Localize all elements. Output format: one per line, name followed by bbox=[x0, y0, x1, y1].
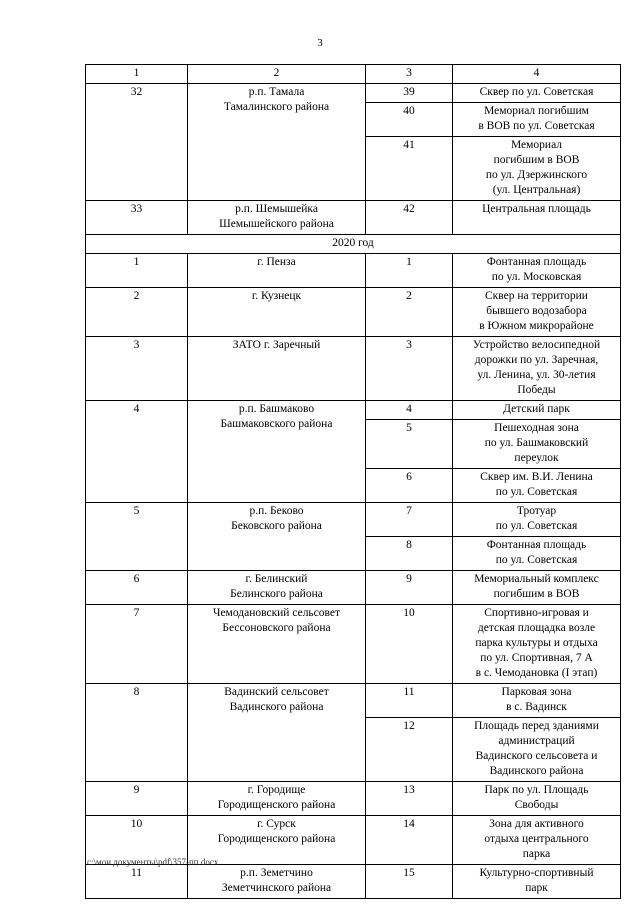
table-row bbox=[86, 782, 621, 816]
object-number: 1 bbox=[366, 254, 453, 288]
object-name-cell: Устройство велосипедной дорожки по ул. Заречная, ул. Ленина, ул. 30-летия Победы bbox=[453, 337, 621, 401]
municipality-cell: Чемодановский сельсовет Бессоновского района bbox=[188, 605, 366, 684]
municipality-cell: г. Кузнецк bbox=[188, 288, 366, 337]
object-name-cell: Сквер на территории бывшего водозабора в Южном микрорайоне bbox=[453, 288, 621, 337]
object-name-cell: Зона для активного отдыха центрального парка bbox=[453, 816, 621, 865]
municipality-cell: г. Белинский Белинского района bbox=[188, 571, 366, 605]
object-name-cell: Парк по ул. Площадь Свободы bbox=[453, 782, 621, 816]
row-number: 2 bbox=[86, 288, 188, 337]
municipality-cell: р.п. Земетчино Земетчинского района bbox=[188, 865, 366, 899]
header-col-1: 1 bbox=[86, 65, 188, 84]
object-number: 9 bbox=[366, 571, 453, 605]
object-name-cell: Мемориал погибшим в ВОВ по ул. Советская bbox=[453, 103, 621, 137]
object-name-cell: Сквер по ул. Советская bbox=[453, 84, 621, 103]
object-number: 15 bbox=[366, 865, 453, 899]
table-row bbox=[86, 201, 621, 235]
municipality-cell: р.п. Беково Бековского района bbox=[188, 503, 366, 571]
object-name-cell: Сквер им. В.И. Ленина по ул. Советская bbox=[453, 469, 621, 503]
table-row bbox=[86, 337, 621, 401]
municipality-cell: р.п. Тамала Тамалинского района bbox=[188, 84, 366, 201]
row-number: 11 bbox=[86, 865, 188, 899]
object-name-cell: Спортивно-игровая и детская площадка возле парка культуры и отдыха по ул. Спортивная, 7 А в с. Чемодановка (I этап) bbox=[453, 605, 621, 684]
row-number: 9 bbox=[86, 782, 188, 816]
footer-file-path: c:\мои документы\pdf\357-пп.docx bbox=[87, 857, 219, 867]
header-col-3: 3 bbox=[366, 65, 453, 84]
row-number: 10 bbox=[86, 816, 188, 865]
header-col-4: 4 bbox=[453, 65, 621, 84]
table-row bbox=[86, 605, 621, 684]
object-number: 2 bbox=[366, 288, 453, 337]
year-separator-row bbox=[86, 235, 621, 254]
page-number: 3 bbox=[317, 37, 323, 49]
object-number: 42 bbox=[366, 201, 453, 235]
municipality-cell: ЗАТО г. Заречный bbox=[188, 337, 366, 401]
row-number: 7 bbox=[86, 605, 188, 684]
program-table bbox=[85, 64, 621, 899]
object-number: 4 bbox=[366, 401, 453, 420]
municipality-cell: р.п. Башмаково Башмаковского района bbox=[188, 401, 366, 503]
object-name-cell: Мемориальный комплекс погибшим в ВОВ bbox=[453, 571, 621, 605]
object-number: 5 bbox=[366, 420, 453, 469]
municipality-cell: Вадинский сельсовет Вадинского района bbox=[188, 684, 366, 782]
table-row bbox=[86, 84, 621, 103]
municipality-cell: г. Пенза bbox=[188, 254, 366, 288]
object-name-cell: Тротуар по ул. Советская bbox=[453, 503, 621, 537]
municipality-cell: р.п. Шемышейка Шемышейского района bbox=[188, 201, 366, 235]
row-number: 32 bbox=[86, 84, 188, 201]
row-number: 1 bbox=[86, 254, 188, 288]
row-number: 33 bbox=[86, 201, 188, 235]
object-number: 40 bbox=[366, 103, 453, 137]
object-number: 8 bbox=[366, 537, 453, 571]
row-number: 5 bbox=[86, 503, 188, 571]
object-name-cell: Мемориал погибшим в ВОВ по ул. Дзержинского (ул. Центральная) bbox=[453, 137, 621, 201]
table-row bbox=[86, 288, 621, 337]
object-number: 10 bbox=[366, 605, 453, 684]
table-row bbox=[86, 865, 621, 899]
object-number: 11 bbox=[366, 684, 453, 718]
table-row bbox=[86, 254, 621, 288]
table-row bbox=[86, 401, 621, 420]
object-name-cell: Парковая зона в с. Вадинск bbox=[453, 684, 621, 718]
row-number: 4 bbox=[86, 401, 188, 503]
object-name-cell: Центральная площадь bbox=[453, 201, 621, 235]
table-header-row bbox=[86, 65, 621, 84]
year-label: 2020 год bbox=[86, 235, 621, 254]
object-number: 3 bbox=[366, 337, 453, 401]
table-row bbox=[86, 684, 621, 718]
object-number: 6 bbox=[366, 469, 453, 503]
object-name-cell: Фонтанная площадь по ул. Московская bbox=[453, 254, 621, 288]
object-number: 41 bbox=[366, 137, 453, 201]
table-row bbox=[86, 571, 621, 605]
header-col-2: 2 bbox=[188, 65, 366, 84]
municipality-cell: г. Сурск Городищенского района bbox=[188, 816, 366, 865]
object-number: 7 bbox=[366, 503, 453, 537]
municipality-cell: г. Городище Городищенского района bbox=[188, 782, 366, 816]
row-number: 8 bbox=[86, 684, 188, 782]
row-number: 6 bbox=[86, 571, 188, 605]
object-name-cell: Фонтанная площадь по ул. Советская bbox=[453, 537, 621, 571]
object-number: 12 bbox=[366, 718, 453, 782]
object-name-cell: Пешеходная зона по ул. Башмаковский переулок bbox=[453, 420, 621, 469]
object-number: 39 bbox=[366, 84, 453, 103]
table-row bbox=[86, 503, 621, 537]
row-number: 3 bbox=[86, 337, 188, 401]
object-name-cell: Площадь перед зданиями администраций Вадинского сельсовета и Вадинского района bbox=[453, 718, 621, 782]
object-number: 14 bbox=[366, 816, 453, 865]
object-name-cell: Детский парк bbox=[453, 401, 621, 420]
object-name-cell: Культурно-спортивный парк bbox=[453, 865, 621, 899]
object-number: 13 bbox=[366, 782, 453, 816]
